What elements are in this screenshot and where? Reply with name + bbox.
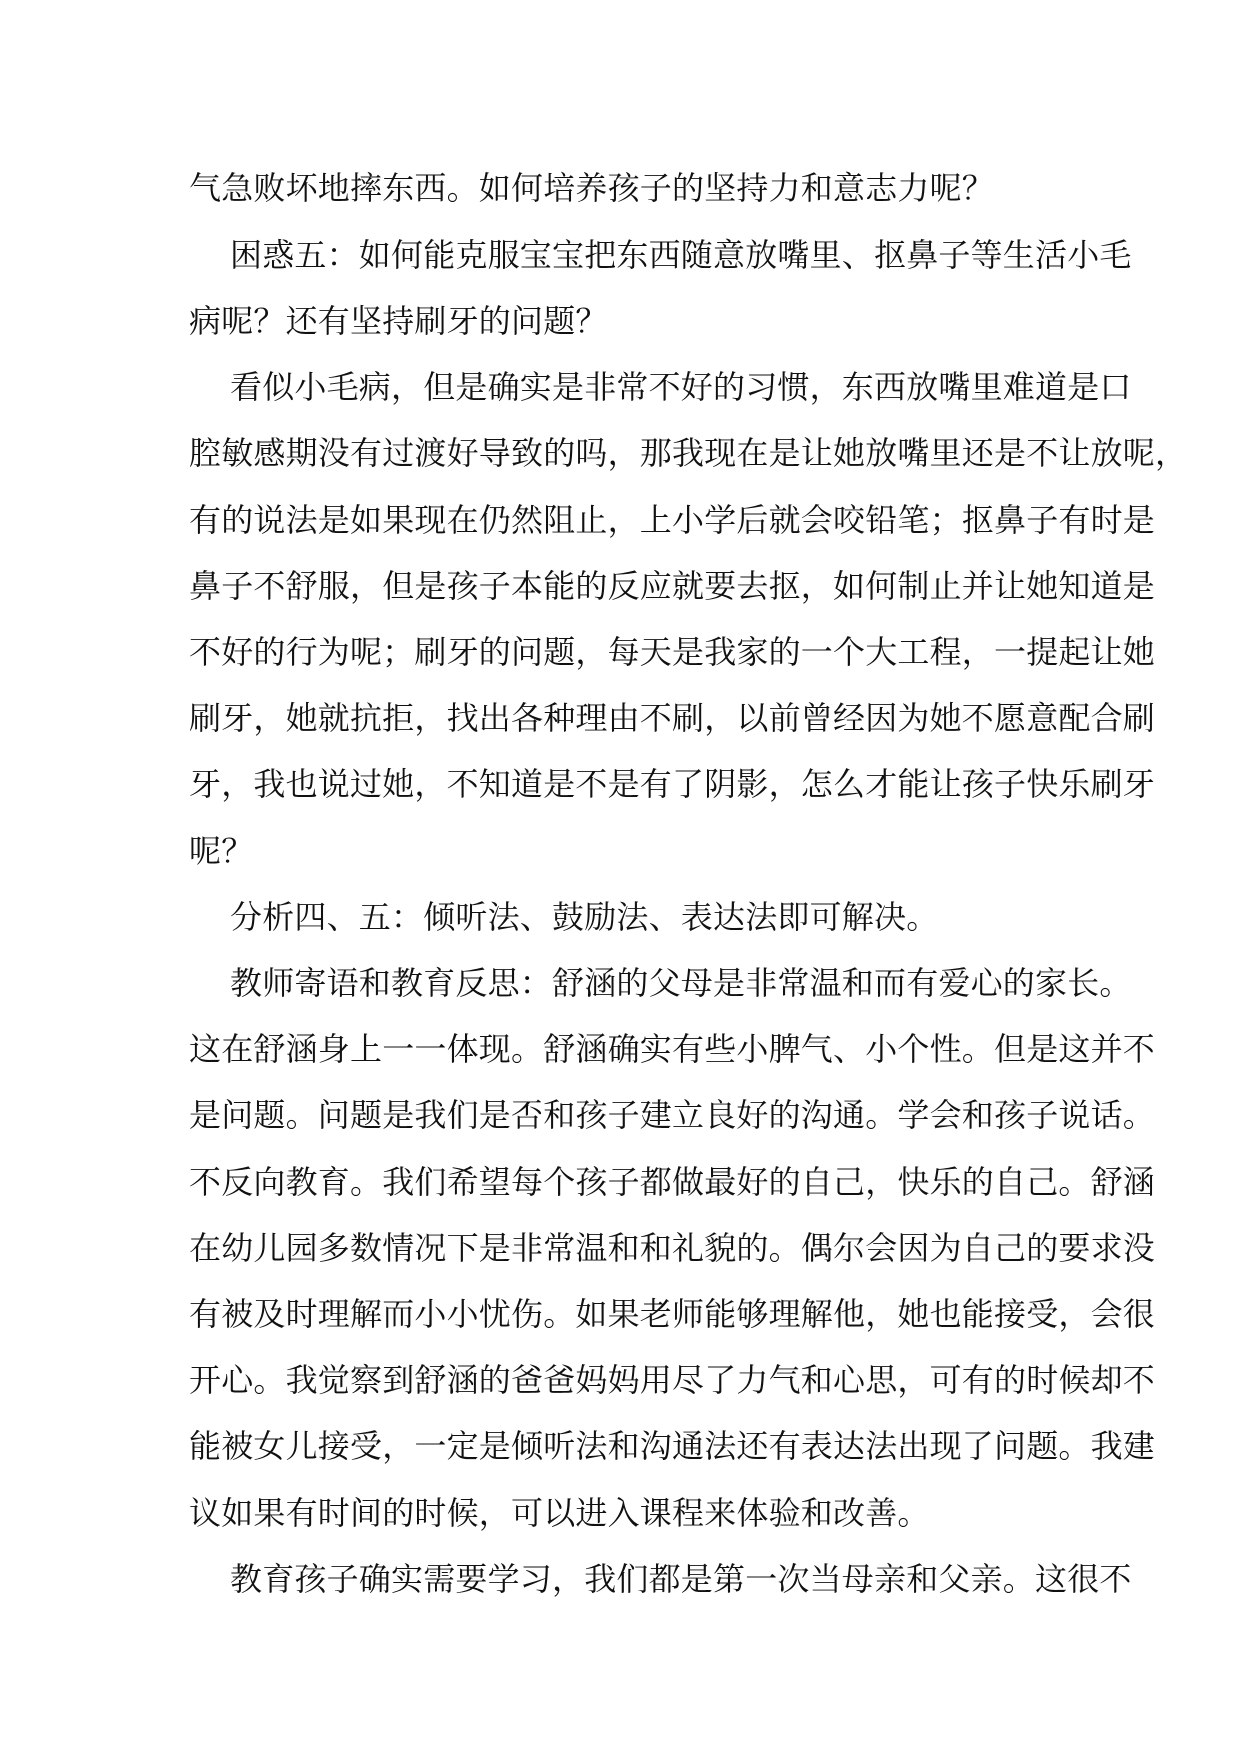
text-line: 开心。我觉察到舒涵的爸爸妈妈用尽了力气和心思，可有的时候却不 [189, 1361, 1156, 1399]
text-line: 牙，我也说过她，不知道是不是有了阴影，怎么才能让孩子快乐刷牙 [189, 765, 1156, 803]
text-line: 分析四、五：倾听法、鼓励法、表达法即可解决。 [230, 898, 939, 936]
text-line: 不好的行为呢；刷牙的问题，每天是我家的一个大工程，一提起让她 [189, 633, 1156, 671]
text-line: 有的说法是如果现在仍然阻止，上小学后就会咬铅笔；抠鼻子有时是 [189, 501, 1156, 539]
text-line: 病呢？还有坚持刷牙的问题？ [189, 302, 608, 340]
text-line: 困惑五：如何能克服宝宝把东西随意放嘴里、抠鼻子等生活小毛 [230, 236, 1132, 274]
text-line: 气急败坏地摔东西。如何培养孩子的坚持力和意志力呢？ [189, 169, 995, 207]
text-line: 能被女儿接受，一定是倾听法和沟通法还有表达法出现了问题。我建 [189, 1427, 1156, 1465]
text-line: 这在舒涵身上一一体现。舒涵确实有些小脾气、小个性。但是这并不 [189, 1030, 1156, 1068]
text-line: 有被及时理解而小小忧伤。如果老师能够理解他，她也能接受，会很 [189, 1295, 1156, 1333]
text-line: 呢？ [189, 832, 254, 870]
text-line: 不反向教育。我们希望每个孩子都做最好的自己，快乐的自己。舒涵 [189, 1163, 1156, 1201]
text-line: 教师寄语和教育反思：舒涵的父母是非常温和而有爱心的家长。 [230, 964, 1132, 1002]
text-line: 议如果有时间的时候，可以进入课程来体验和改善。 [189, 1494, 930, 1532]
text-line: 鼻子不舒服，但是孩子本能的反应就要去抠，如何制止并让她知道是 [189, 567, 1156, 605]
text-line: 腔敏感期没有过渡好导致的吗，那我现在是让她放嘴里还是不让放呢， [189, 434, 1188, 472]
text-line: 看似小毛病，但是确实是非常不好的习惯，东西放嘴里难道是口 [230, 368, 1132, 406]
text-line: 在幼儿园多数情况下是非常温和和礼貌的。偶尔会因为自己的要求没 [189, 1229, 1156, 1267]
text-line: 是问题。问题是我们是否和孩子建立良好的沟通。学会和孩子说话。 [189, 1096, 1156, 1134]
text-line: 教育孩子确实需要学习，我们都是第一次当母亲和父亲。这很不 [230, 1560, 1132, 1598]
text-line: 刷牙，她就抗拒，找出各种理由不刷，以前曾经因为她不愿意配合刷 [189, 699, 1156, 737]
